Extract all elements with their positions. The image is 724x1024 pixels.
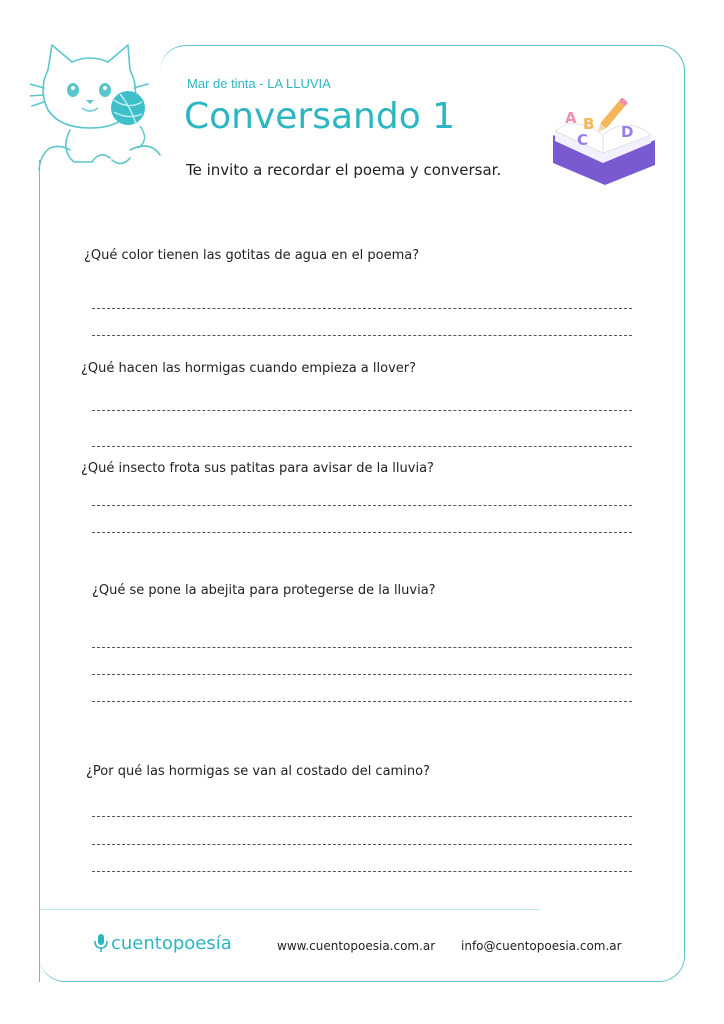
answer-line[interactable] (92, 446, 632, 447)
answer-line[interactable] (92, 816, 632, 817)
worksheet-intro: Te invito a recordar el poema y conversar. (186, 161, 502, 179)
book-letter-c: C (577, 131, 589, 149)
answer-line[interactable] (92, 701, 632, 702)
worksheet-subtitle: Mar de tinta - LA LLUVIA (187, 76, 331, 91)
answer-line[interactable] (92, 844, 632, 845)
page-frame-left (39, 160, 59, 982)
question-2: ¿Qué hacen las hormigas cuando empieza a llover? (81, 361, 417, 376)
logo-text: cuentopoesía (111, 932, 232, 954)
microphone-logo-icon (93, 932, 109, 954)
question-3: ¿Qué insecto frota sus patitas para avisar de la lluvia? (81, 461, 434, 476)
email-link[interactable]: info@cuentopoesia.com.ar (461, 939, 622, 953)
page-frame-top (160, 45, 685, 75)
answer-line[interactable] (92, 647, 632, 648)
book-letter-b: B (583, 115, 595, 133)
answer-line[interactable] (92, 532, 632, 533)
page-frame (39, 45, 685, 982)
answer-line[interactable] (92, 505, 632, 506)
book-letter-a: A (565, 109, 577, 127)
cuentopoesia-logo (93, 932, 232, 954)
question-1: ¿Qué color tienen las gotitas de agua en el poema? (84, 248, 420, 263)
book-letter-d: D (621, 123, 634, 141)
answer-line[interactable] (92, 308, 632, 309)
footer-divider (40, 909, 540, 910)
answer-line[interactable] (92, 674, 632, 675)
website-link[interactable]: www.cuentopoesia.com.ar (277, 939, 436, 953)
answer-line[interactable] (92, 871, 632, 872)
answer-line[interactable] (92, 410, 632, 411)
worksheet-title: Conversando 1 (184, 96, 456, 137)
answer-line[interactable] (92, 335, 632, 336)
question-4: ¿Qué se pone la abejita para protegerse de la lluvia? (92, 583, 436, 598)
book-with-letters-illustration (545, 95, 660, 185)
question-5: ¿Por qué las hormigas se van al costado del camino? (86, 764, 430, 779)
cat-with-yarn-illustration (30, 40, 170, 170)
